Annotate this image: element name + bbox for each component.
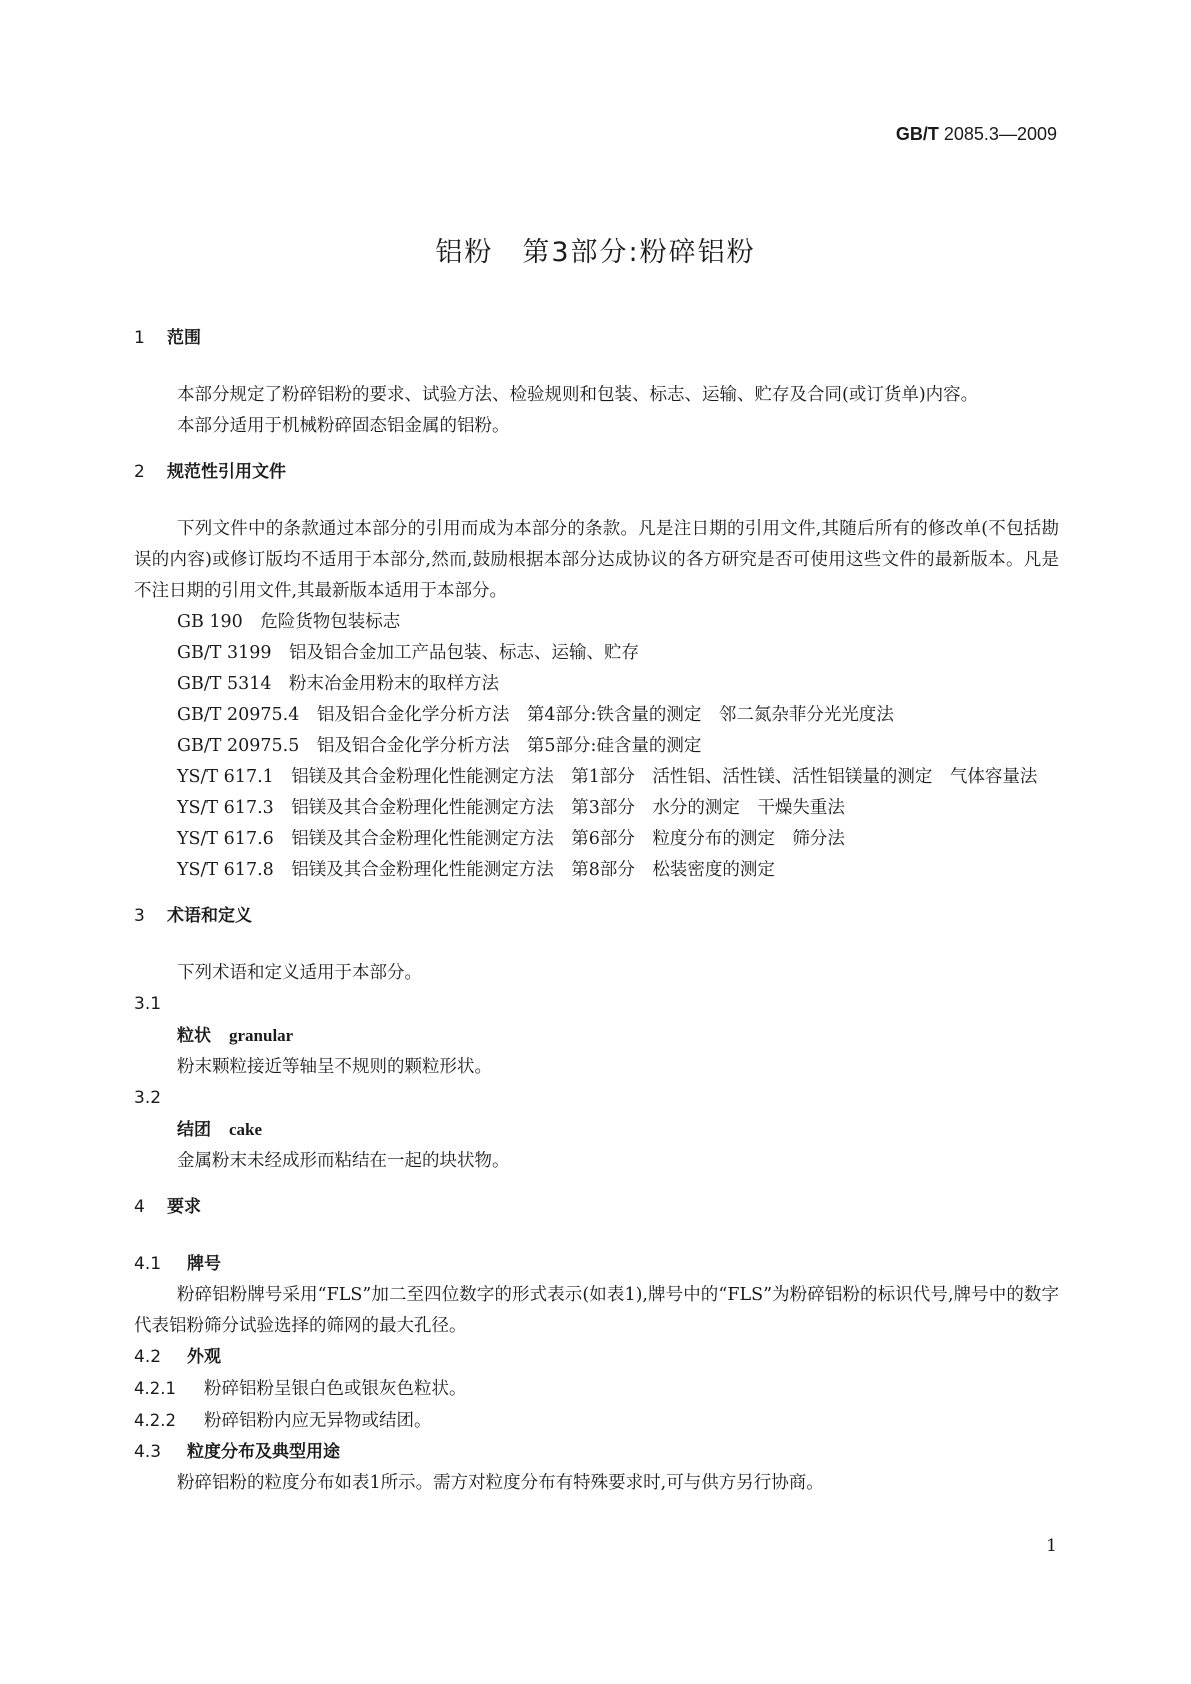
clause-4-1-heading: 4.1 牌号 <box>134 1254 221 1274</box>
section-1-paragraph-1: 本部分规定了粉碎铝粉的要求、试验方法、检验规则和包装、标志、运输、贮存及合同(或订货单)内容。 <box>177 385 979 405</box>
standard-number: 2085.3—2009 <box>943 124 1057 144</box>
term-title: 粒状 granular <box>177 1026 294 1046</box>
standard-code <box>896 124 1057 145</box>
standard-prefix: GB/T <box>895 124 939 144</box>
section-1-heading: 1 范围 <box>134 328 201 348</box>
section-4-heading: 4 要求 <box>134 1197 201 1217</box>
term-number: 3.2 <box>134 1088 162 1108</box>
reference-item: YS/T 617.3 铝镁及其合金粉理化性能测定方法 第3部分 水分的测定 干燥失重法 <box>177 798 845 818</box>
term-number: 3.1 <box>134 994 162 1014</box>
section-1-paragraph-2: 本部分适用于机械粉碎固态铝金属的铝粉。 <box>177 416 510 436</box>
reference-item: GB/T 20975.5 铝及铝合金化学分析方法 第5部分:硅含量的测定 <box>177 736 702 756</box>
clause-4-3-heading: 4.3 粒度分布及典型用途 <box>134 1442 340 1462</box>
term-definition: 粉末颗粒接近等轴呈不规则的颗粒形状。 <box>177 1057 492 1077</box>
term-definition: 金属粉末未经成形而粘结在一起的块状物。 <box>177 1151 510 1171</box>
section-2-intro: 下列文件中的条款通过本部分的引用而成为本部分的条款。凡是注日期的引用文件,其随后所有的修改单(不包括勘误的内容)或修订版均不适用于本部分,然而,鼓励根据本部分达成协议的各方研究是否可使用这些文件的最新版本。凡是不注日期的引用文件,其最新版本适用于本部分。 <box>134 519 1059 601</box>
clause-4-2-heading: 4.2 外观 <box>134 1347 221 1367</box>
document-body <box>134 322 1059 1499</box>
term-title: 结团 cake <box>177 1120 263 1140</box>
reference-item: YS/T 617.1 铝镁及其合金粉理化性能测定方法 第1部分 活性铝、活性镁、活性铝镁量的测定 气体容量法 <box>177 767 1038 787</box>
clause-4-1-text: 粉碎铝粉牌号采用“FLS”加二至四位数字的形式表示(如表1),牌号中的“FLS”为粉碎铝粉的标识代号,牌号中的数字代表铝粉筛分试验选择的筛网的最大孔径。 <box>134 1285 1059 1336</box>
clause-4-2-2: 4.2.2 粉碎铝粉内应无异物或结团。 <box>134 1411 432 1431</box>
section-3-heading: 3 术语和定义 <box>134 906 252 926</box>
page-number: 1 <box>1046 1536 1057 1556</box>
reference-item: GB/T 5314 粉末冶金用粉末的取样方法 <box>177 674 500 694</box>
clause-4-3-text: 粉碎铝粉的粒度分布如表1所示。需方对粒度分布有特殊要求时,可与供方另行协商。 <box>177 1473 824 1493</box>
section-3-intro: 下列术语和定义适用于本部分。 <box>177 963 422 983</box>
section-2-heading: 2 规范性引用文件 <box>134 462 286 482</box>
reference-item: YS/T 617.8 铝镁及其合金粉理化性能测定方法 第8部分 松装密度的测定 <box>177 860 775 880</box>
clause-4-2-1: 4.2.1 粉碎铝粉呈银白色或银灰色粒状。 <box>134 1379 467 1399</box>
reference-item: GB 190 危险货物包装标志 <box>177 612 401 632</box>
reference-item: GB/T 3199 铝及铝合金加工产品包装、标志、运输、贮存 <box>177 643 640 663</box>
reference-item: GB/T 20975.4 铝及铝合金化学分析方法 第4部分:铁含量的测定 邻二氮杂菲分光光度法 <box>177 705 894 725</box>
document-title: 铝粉 第3部分:粉碎铝粉 <box>435 237 756 268</box>
reference-item: YS/T 617.6 铝镁及其合金粉理化性能测定方法 第6部分 粒度分布的测定 筛分法 <box>177 829 845 849</box>
